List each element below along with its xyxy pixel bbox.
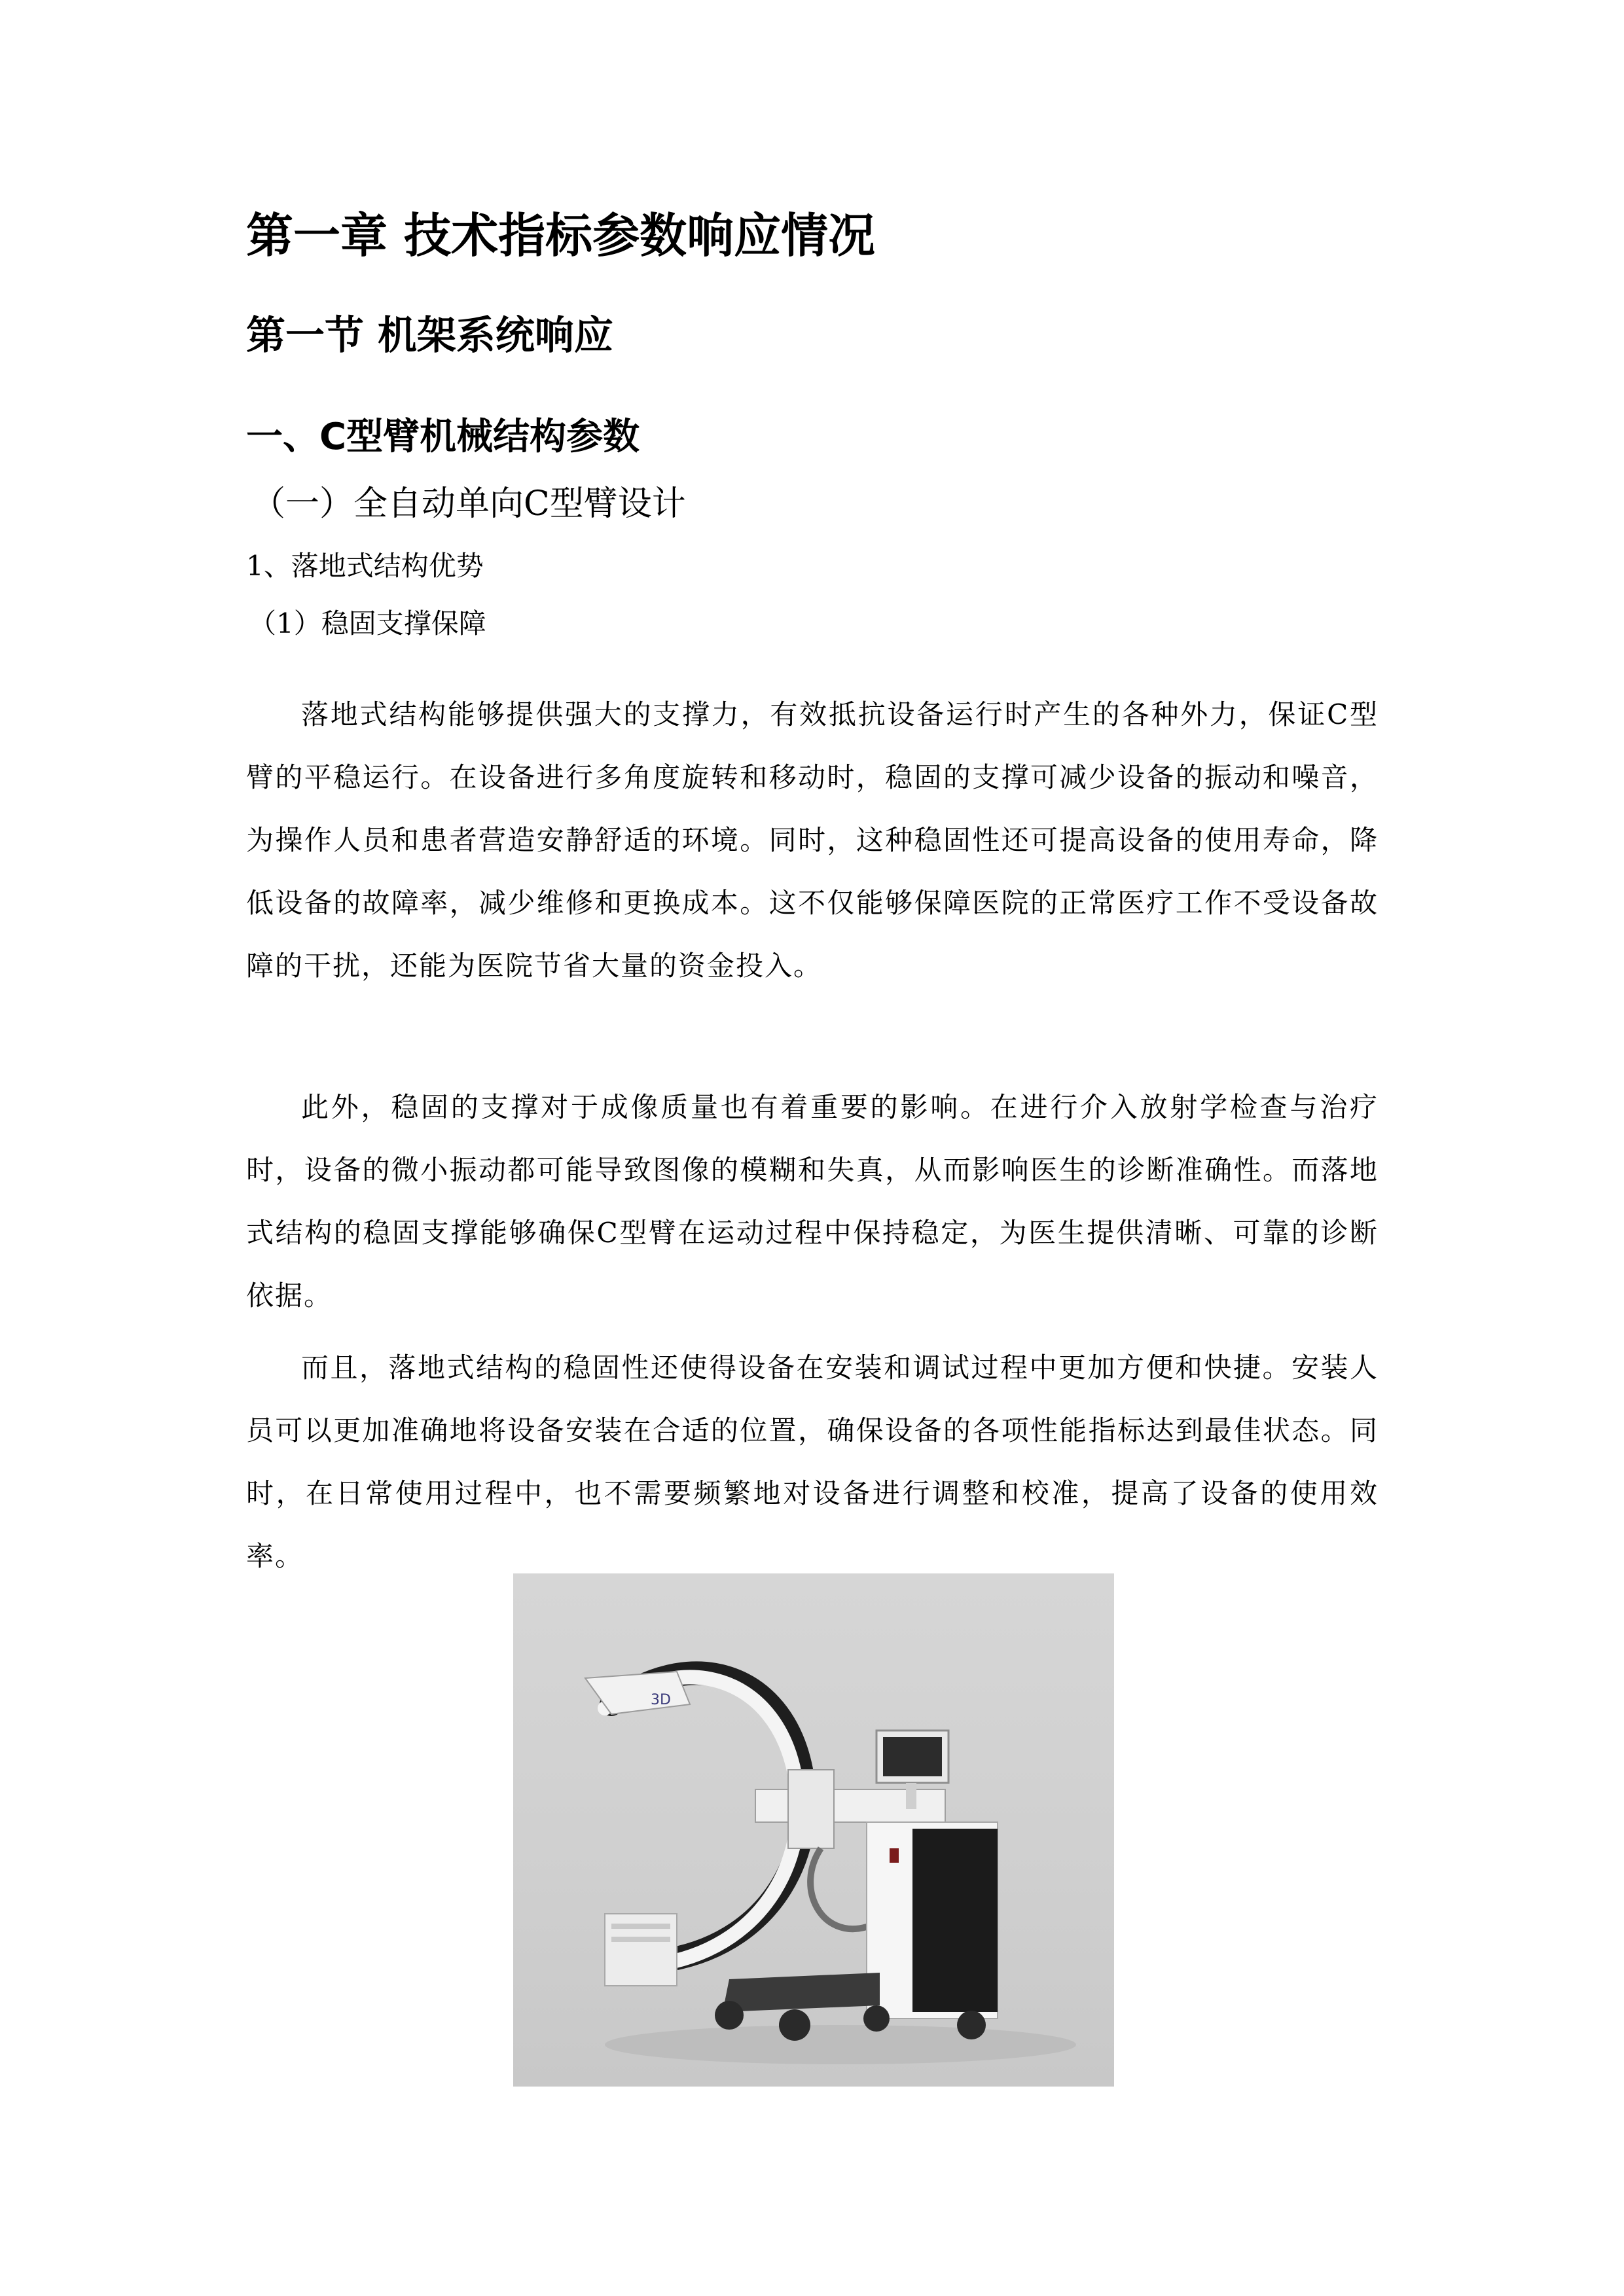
support-arm [755, 1789, 945, 1822]
paragraph-installation: 而且，落地式结构的稳固性还使得设备在安装和调试过程中更加方便和快捷。安装人员可以更加准确地将设备安装在合适的位置，确保设备的各项性能指标达到最佳状态。同时，在日常使用过程中，也不需要频繁地对设备进行调整和校准，提高了设备的使用效率。 [246, 1352, 1379, 1572]
paragraph-stable-support: 落地式结构能够提供强大的支撑力，有效抵抗设备运行时产生的各种外力，保证C型臂的平稳运行。在设备进行多角度旋转和移动时，稳固的支撑可减少设备的振动和噪音，为操作人员和患者营造安静舒适的环境。同时，这种稳固性还可提高设备的使用寿命，降低设备的故障率，减少维修和更换成本。这不仅能够保障医院的正常医疗工作不受设备故障的干扰，还能为医院节省大量的资金投入。 [246, 698, 1379, 982]
subsection-title: 一、C型臂机械结构参数 [246, 416, 640, 458]
monitor-stand [906, 1783, 916, 1809]
subitem-title: （1）稳固支撑保障 [249, 607, 486, 639]
arm-label: 3D [651, 1692, 671, 1708]
base-frame [723, 1973, 880, 2012]
cabinet-indicator [890, 1848, 899, 1863]
wheel [863, 2005, 890, 2032]
wheel [715, 2001, 744, 2030]
detector-ridge [611, 1937, 670, 1942]
item-title: 1、落地式结构优势 [246, 550, 484, 582]
section-title: 第一节 机架系统响应 [246, 313, 613, 359]
c-arm-device-photo [513, 1573, 1114, 2087]
wheel [957, 2011, 986, 2039]
paragraph-imaging-quality: 此外，稳固的支撑对于成像质量也有着重要的影响。在进行介入放射学检查与治疗时，设备的微小振动都可能导致图像的模糊和失真，从而影响医生的诊断准确性。而落地式结构的稳固支撑能够确保C型臂在运动过程中保持稳定，为医生提供清晰、可靠的诊断依据。 [246, 1091, 1379, 1312]
chapter-title: 第一章 技术指标参数响应情况 [246, 208, 876, 263]
monitor-screen [883, 1737, 942, 1776]
wheel [779, 2009, 810, 2041]
detector-ridge [611, 1924, 670, 1929]
arm-joint [788, 1770, 834, 1848]
subsubsection-title: （一）全自动单向C型臂设计 [251, 484, 686, 524]
floor-shadow [605, 2025, 1076, 2064]
cabinet-dark-panel [912, 1829, 998, 2012]
c-arm-illustration [513, 1573, 1114, 2087]
